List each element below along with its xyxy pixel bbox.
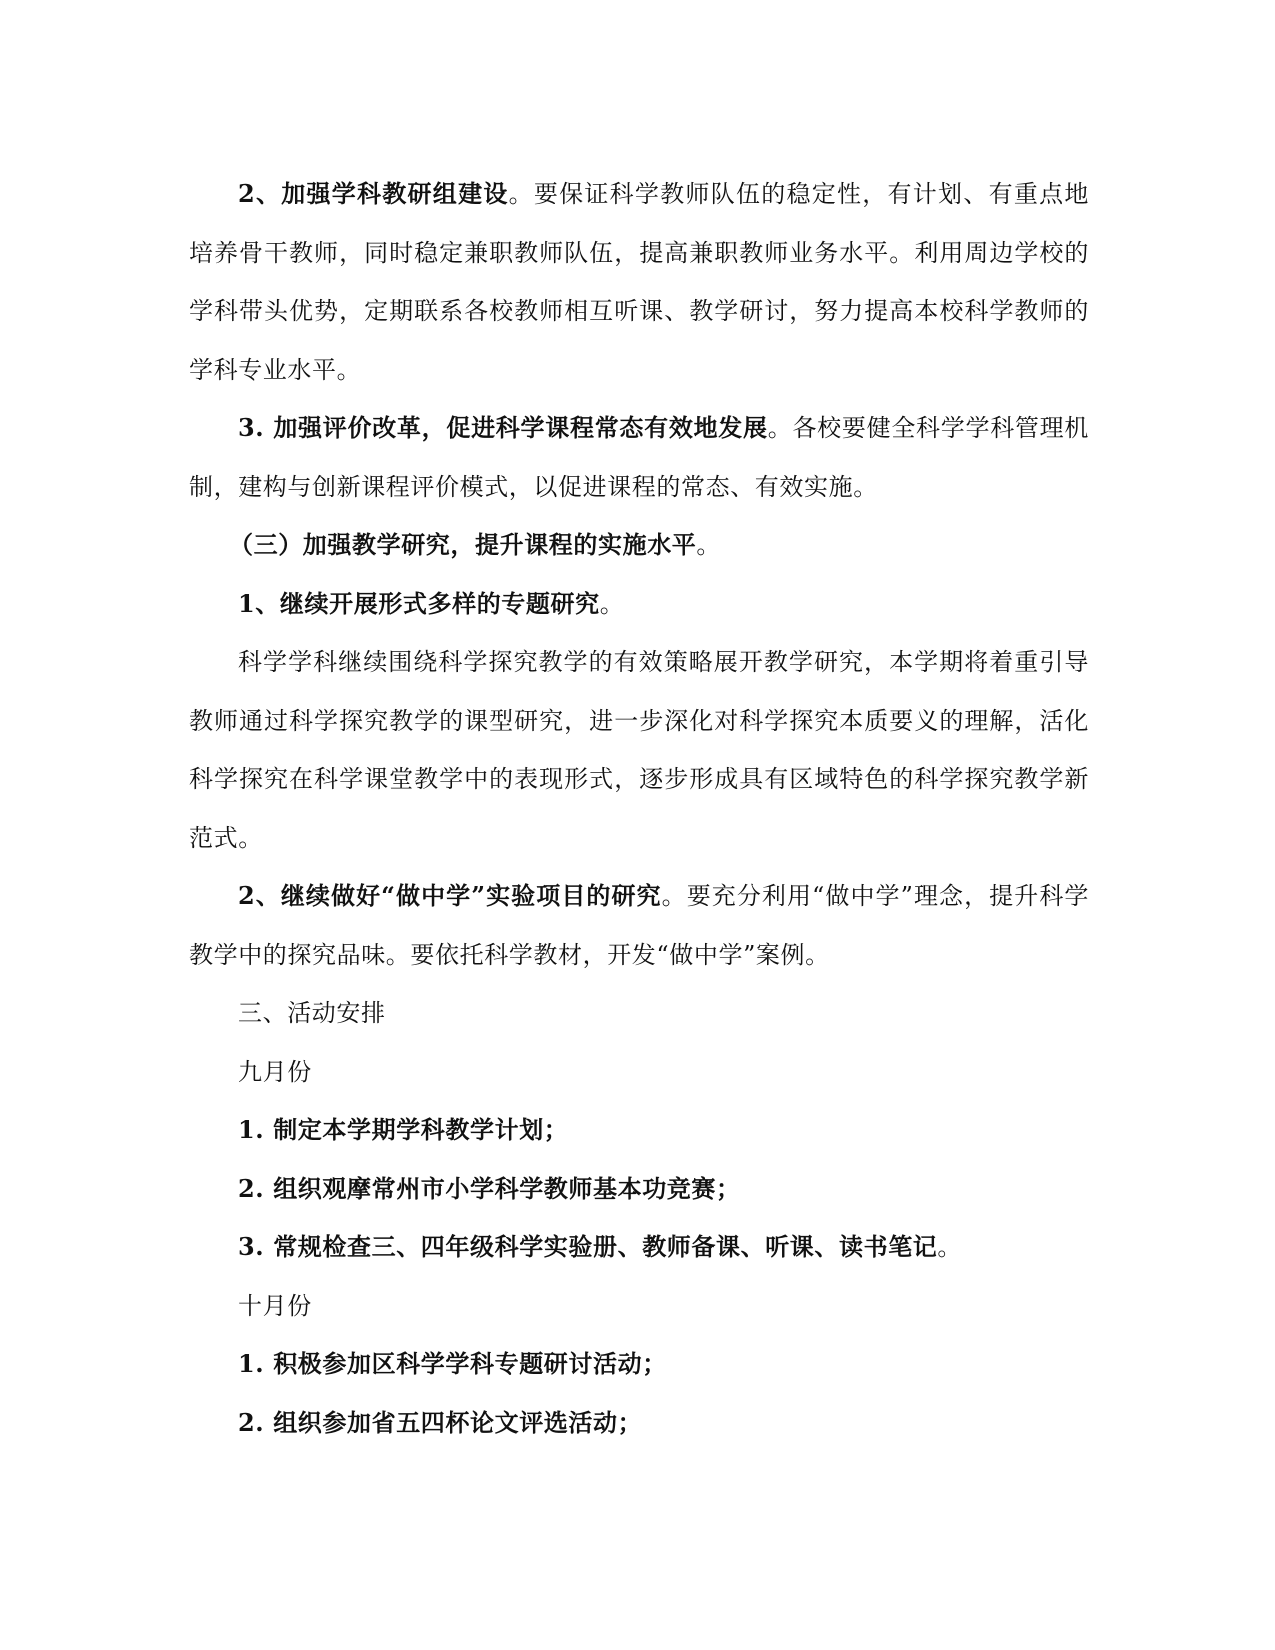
- list-item: [189, 1394, 1089, 1453]
- paragraph-lead: 1. 积极参加区科学学科专题研讨活动；: [238, 1349, 667, 1378]
- month-heading-september: [189, 1043, 1089, 1102]
- paragraph-learning-by-doing: [189, 867, 1089, 984]
- paragraph-lead: 2、加强学科教研组建设: [238, 179, 509, 208]
- paragraph-lead: 2. 组织参加省五四杯论文评选活动；: [238, 1407, 643, 1437]
- paragraph-inquiry-teaching: [189, 633, 1089, 867]
- paragraph-text: 。: [937, 1233, 963, 1261]
- paragraph-lead: 3. 加强评价改革，促进科学课程常态有效地发展: [238, 413, 768, 442]
- month-heading-october: [189, 1277, 1089, 1336]
- paragraph-lead: 1、继续开展形式多样的专题研究: [238, 588, 600, 618]
- paragraph-text: 三、活动安排: [238, 999, 386, 1027]
- paragraph-teaching-group: [189, 165, 1089, 399]
- paragraph-lead: （三）加强教学研究，提升课程的实施水平: [229, 530, 697, 559]
- section-heading-teaching-research: [189, 516, 1089, 575]
- paragraph-lead: 1. 制定本学期学科教学计划；: [238, 1115, 569, 1144]
- list-item: [189, 1218, 1089, 1277]
- paragraph-text: 。各校要健全科学学科管理机制，建构与创新课程评价模式，以促进课程的常态、有效实施。: [189, 414, 1089, 501]
- list-item: [189, 1335, 1089, 1394]
- paragraph-lead: 2、继续做好“做中学”实验项目的研究: [238, 881, 662, 910]
- paragraph-text: 科学学科继续围绕科学探究教学的有效策略展开教学研究，本学期将着重引导教师通过科学探究教学的课型研究，进一步深化对科学探究本质要义的理解，活化科学探究在科学课堂教学中的表现形式，逐步形成具有区域特色的科学探究教学新范式。: [189, 648, 1089, 852]
- paragraph-text: 十月份: [238, 1291, 312, 1320]
- list-item: [189, 1160, 1089, 1219]
- paragraph-text: 。要充分利用“做中学”理念，提升科学教学中的探究品味。要依托科学教材，开发“做中学”案例。: [189, 882, 1089, 969]
- paragraph-text: 九月份: [238, 1057, 312, 1086]
- paragraph-text: 。: [696, 531, 722, 559]
- paragraph-lead: 2. 组织观摩常州市小学科学教师基本功竞赛；: [238, 1173, 741, 1203]
- paragraph-text: 。: [599, 589, 625, 618]
- paragraph-evaluation-reform: [189, 399, 1089, 516]
- paragraph-lead: 3. 常规检查三、四年级科学实验册、教师备课、听课、读书笔记: [238, 1232, 938, 1261]
- paragraph-text: 。要保证科学教师队伍的稳定性，有计划、有重点地培养骨干教师，同时稳定兼职教师队伍，提高兼职教师业务水平。利用周边学校的学科带头优势，定期联系各校教师相互听课、教学研讨，努力提高本校科学教师的学科专业水平。: [189, 180, 1089, 384]
- document-body: [189, 165, 1089, 1452]
- paragraph-topic-research: [189, 575, 1089, 634]
- list-item: [189, 1101, 1089, 1160]
- section-heading-activities: [189, 984, 1089, 1043]
